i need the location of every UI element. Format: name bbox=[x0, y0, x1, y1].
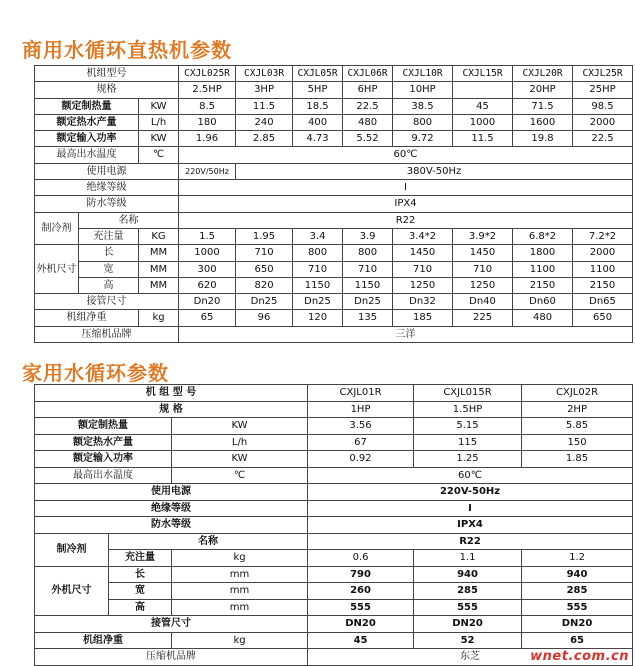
table-row bbox=[35, 484, 633, 501]
table-row bbox=[35, 326, 633, 342]
commercial-spec-table bbox=[34, 65, 633, 343]
value-cell: 120 bbox=[293, 310, 343, 326]
value-cell: 2.85 bbox=[236, 131, 293, 147]
model-cell: CXJL01R bbox=[308, 385, 414, 402]
table-row bbox=[35, 245, 633, 261]
unit-cell: MM bbox=[139, 277, 179, 293]
row-label: 名称 bbox=[109, 533, 308, 550]
row-label: 额定制热量 bbox=[35, 98, 139, 114]
model-cell: CXJL15R bbox=[453, 66, 513, 82]
value-cell: 1150 bbox=[293, 277, 343, 293]
row-label: 最高出水温度 bbox=[35, 147, 139, 163]
unit-cell: L/h bbox=[172, 434, 308, 451]
row-label: 长 bbox=[79, 245, 139, 261]
table-row bbox=[35, 180, 633, 196]
value-cell: 1.95 bbox=[236, 228, 293, 244]
spec-cell: 1HP bbox=[308, 401, 414, 418]
unit-cell: mm bbox=[172, 583, 308, 600]
household-title: 家用水循环参数 bbox=[22, 361, 169, 385]
value-cell: I bbox=[308, 500, 633, 517]
value-cell: 2000 bbox=[573, 114, 633, 130]
value-cell: Dn25 bbox=[293, 294, 343, 310]
row-label: 额定输入功率 bbox=[35, 131, 139, 147]
value-cell: 7.2*2 bbox=[573, 228, 633, 244]
unit-cell: mm bbox=[172, 599, 308, 616]
table-row bbox=[35, 467, 633, 484]
value-cell: 11.5 bbox=[236, 98, 293, 114]
row-label: 机 组 型 号 bbox=[35, 385, 308, 402]
value-cell: 710 bbox=[343, 261, 393, 277]
value-cell: 620 bbox=[179, 277, 236, 293]
value-cell: 480 bbox=[513, 310, 573, 326]
value-cell: R22 bbox=[308, 533, 633, 550]
value-cell: 3.9 bbox=[343, 228, 393, 244]
value-cell: 22.5 bbox=[573, 131, 633, 147]
row-label: 规 格 bbox=[35, 401, 308, 418]
table-row bbox=[35, 212, 633, 228]
value-cell: Dn40 bbox=[453, 294, 513, 310]
model-cell: CXJL20R bbox=[513, 66, 573, 82]
value-cell: DN20 bbox=[414, 616, 522, 633]
value-cell: 1.2 bbox=[522, 550, 633, 567]
value-cell: Dn32 bbox=[393, 294, 453, 310]
value-cell: 710 bbox=[393, 261, 453, 277]
household-spec-table bbox=[34, 384, 633, 666]
row-label: 防水等级 bbox=[35, 196, 179, 212]
value-cell: 555 bbox=[522, 599, 633, 616]
value-cell: 135 bbox=[343, 310, 393, 326]
value-cell: DN20 bbox=[308, 616, 414, 633]
value-cell: 180 bbox=[179, 114, 236, 130]
model-cell: CXJL03R bbox=[236, 66, 293, 82]
value-cell: 18.5 bbox=[293, 98, 343, 114]
row-label: 额定制热量 bbox=[35, 418, 172, 435]
value-cell: 8.5 bbox=[179, 98, 236, 114]
table-row bbox=[35, 401, 633, 418]
value-cell: 1100 bbox=[513, 261, 573, 277]
value-cell: 11.5 bbox=[453, 131, 513, 147]
value-cell: 150 bbox=[522, 434, 633, 451]
value-cell: 98.5 bbox=[573, 98, 633, 114]
value-cell: 285 bbox=[522, 583, 633, 600]
unit-cell: KW bbox=[172, 451, 308, 468]
model-cell: CXJL025R bbox=[179, 66, 236, 82]
value-cell: 60℃ bbox=[179, 147, 633, 163]
row-label: 宽 bbox=[109, 583, 172, 600]
watermark: wnet.com.cn bbox=[530, 649, 629, 664]
value-cell: 555 bbox=[308, 599, 414, 616]
table-row bbox=[35, 500, 633, 517]
value-cell: I bbox=[179, 180, 633, 196]
value-cell: 65 bbox=[179, 310, 236, 326]
table-row bbox=[35, 418, 633, 435]
value-cell: 1100 bbox=[573, 261, 633, 277]
value-cell: 940 bbox=[522, 566, 633, 583]
table-row bbox=[35, 632, 633, 649]
spec-cell: 5HP bbox=[293, 82, 343, 98]
value-cell: Dn25 bbox=[343, 294, 393, 310]
unit-cell: MM bbox=[139, 261, 179, 277]
value-cell: 0.92 bbox=[308, 451, 414, 468]
value-cell: 240 bbox=[236, 114, 293, 130]
value-cell: 555 bbox=[414, 599, 522, 616]
unit-cell: KW bbox=[139, 131, 179, 147]
model-cell: CXJL05R bbox=[293, 66, 343, 82]
value-cell: 800 bbox=[393, 114, 453, 130]
row-label: 规格 bbox=[35, 82, 179, 98]
value-cell: 5.85 bbox=[522, 418, 633, 435]
row-label: 充注量 bbox=[109, 550, 172, 567]
value-cell: 71.5 bbox=[513, 98, 573, 114]
value-cell: 2150 bbox=[513, 277, 573, 293]
spec-cell: 20HP bbox=[513, 82, 573, 98]
table-row bbox=[35, 385, 633, 402]
model-cell: CXJL02R bbox=[522, 385, 633, 402]
row-label: 额定输入功率 bbox=[35, 451, 172, 468]
value-cell: 710 bbox=[293, 261, 343, 277]
row-label: 绝缘等级 bbox=[35, 500, 308, 517]
table-row bbox=[35, 533, 633, 550]
table-row bbox=[35, 294, 633, 310]
value-cell: 1250 bbox=[393, 277, 453, 293]
value-cell: 96 bbox=[236, 310, 293, 326]
value-cell: 1.5 bbox=[179, 228, 236, 244]
table-row bbox=[35, 163, 633, 179]
value-cell: 710 bbox=[236, 245, 293, 261]
table-row bbox=[35, 566, 633, 583]
value-cell: Dn25 bbox=[236, 294, 293, 310]
value-cell: 220V/50Hz bbox=[179, 163, 236, 179]
table-row bbox=[35, 310, 633, 326]
spec-cell: 1.5HP bbox=[414, 401, 522, 418]
value-cell: 650 bbox=[236, 261, 293, 277]
model-cell: CXJL015R bbox=[414, 385, 522, 402]
unit-cell: KW bbox=[139, 98, 179, 114]
value-cell: 3.9*2 bbox=[453, 228, 513, 244]
value-cell: 220V-50Hz bbox=[308, 484, 633, 501]
spec-cell: 2HP bbox=[522, 401, 633, 418]
value-cell: 1000 bbox=[179, 245, 236, 261]
table-row bbox=[35, 583, 633, 600]
value-cell: 45 bbox=[453, 98, 513, 114]
unit-cell: mm bbox=[172, 566, 308, 583]
value-cell: 3.4 bbox=[293, 228, 343, 244]
row-label: 压缩机品牌 bbox=[35, 649, 308, 666]
value-cell: 1000 bbox=[453, 114, 513, 130]
row-label: 使用电源 bbox=[35, 484, 308, 501]
value-cell: 820 bbox=[236, 277, 293, 293]
value-cell: Dn60 bbox=[513, 294, 573, 310]
spec-cell: 6HP bbox=[343, 82, 393, 98]
value-cell: 东芝 bbox=[308, 649, 633, 666]
value-cell: 65 bbox=[522, 632, 633, 649]
value-cell: IPX4 bbox=[308, 517, 633, 534]
row-label: 机组净重 bbox=[35, 632, 172, 649]
value-cell: 6.8*2 bbox=[513, 228, 573, 244]
value-cell: Dn20 bbox=[179, 294, 236, 310]
row-label: 机组型号 bbox=[35, 66, 179, 82]
value-cell: R22 bbox=[179, 212, 633, 228]
row-label: 宽 bbox=[79, 261, 139, 277]
value-cell: 5.52 bbox=[343, 131, 393, 147]
value-cell: 115 bbox=[414, 434, 522, 451]
table-row bbox=[35, 517, 633, 534]
row-label: 充注量 bbox=[79, 228, 139, 244]
value-cell: 1250 bbox=[453, 277, 513, 293]
value-cell: 1.1 bbox=[414, 550, 522, 567]
row-label: 额定热水产量 bbox=[35, 114, 139, 130]
unit-cell: ℃ bbox=[172, 467, 308, 484]
table-row bbox=[35, 66, 633, 82]
value-cell: 650 bbox=[573, 310, 633, 326]
table-row bbox=[35, 131, 633, 147]
row-group-label: 制冷剂 bbox=[35, 533, 109, 566]
table-row bbox=[35, 98, 633, 114]
unit-cell: ℃ bbox=[139, 147, 179, 163]
row-label: 最高出水温度 bbox=[35, 467, 172, 484]
row-label: 防水等级 bbox=[35, 517, 308, 534]
value-cell: 2150 bbox=[573, 277, 633, 293]
table-row bbox=[35, 147, 633, 163]
value-cell: 3.4*2 bbox=[393, 228, 453, 244]
value-cell: 19.8 bbox=[513, 131, 573, 147]
unit-cell: kg bbox=[172, 550, 308, 567]
value-cell: 800 bbox=[343, 245, 393, 261]
row-label: 绝缘等级 bbox=[35, 180, 179, 196]
table-row bbox=[35, 82, 633, 98]
unit-cell: kg bbox=[139, 310, 179, 326]
table-row bbox=[35, 261, 633, 277]
value-cell: 4.73 bbox=[293, 131, 343, 147]
commercial-title: 商用水循环直热机参数 bbox=[22, 38, 232, 62]
spec-cell bbox=[453, 82, 513, 98]
value-cell: 790 bbox=[308, 566, 414, 583]
value-cell: 1150 bbox=[343, 277, 393, 293]
spec-cell: 25HP bbox=[573, 82, 633, 98]
table-row bbox=[35, 451, 633, 468]
value-cell: 300 bbox=[179, 261, 236, 277]
row-label: 使用电源 bbox=[35, 163, 179, 179]
row-label: 接管尺寸 bbox=[35, 294, 179, 310]
table-row bbox=[35, 599, 633, 616]
value-cell: Dn65 bbox=[573, 294, 633, 310]
unit-cell: MM bbox=[139, 245, 179, 261]
row-label: 接管尺寸 bbox=[35, 616, 308, 633]
table-row bbox=[35, 550, 633, 567]
table-row bbox=[35, 616, 633, 633]
value-cell: 67 bbox=[308, 434, 414, 451]
spec-cell: 2.5HP bbox=[179, 82, 236, 98]
value-cell: 三洋 bbox=[179, 326, 633, 342]
spec-cell: 10HP bbox=[393, 82, 453, 98]
value-cell: 38.5 bbox=[393, 98, 453, 114]
value-cell: 1.25 bbox=[414, 451, 522, 468]
value-cell: 3.56 bbox=[308, 418, 414, 435]
value-cell: 185 bbox=[393, 310, 453, 326]
unit-cell: KW bbox=[172, 418, 308, 435]
value-cell: 1.96 bbox=[179, 131, 236, 147]
value-cell: 0.6 bbox=[308, 550, 414, 567]
row-label: 名称 bbox=[79, 212, 179, 228]
row-label: 长 bbox=[109, 566, 172, 583]
value-cell: 480 bbox=[343, 114, 393, 130]
value-cell: 52 bbox=[414, 632, 522, 649]
value-cell: 380V-50Hz bbox=[236, 163, 633, 179]
row-label: 机组净重 bbox=[35, 310, 139, 326]
value-cell: 1450 bbox=[393, 245, 453, 261]
value-cell: 285 bbox=[414, 583, 522, 600]
value-cell: 9.72 bbox=[393, 131, 453, 147]
table-row bbox=[35, 196, 633, 212]
table-row bbox=[35, 114, 633, 130]
value-cell: 22.5 bbox=[343, 98, 393, 114]
table-row bbox=[35, 434, 633, 451]
value-cell: IPX4 bbox=[179, 196, 633, 212]
value-cell: 5.15 bbox=[414, 418, 522, 435]
table-row bbox=[35, 228, 633, 244]
value-cell: 1800 bbox=[513, 245, 573, 261]
row-group-label: 外机尺寸 bbox=[35, 566, 109, 616]
unit-cell: KG bbox=[139, 228, 179, 244]
model-cell: CXJL25R bbox=[573, 66, 633, 82]
value-cell: 60℃ bbox=[308, 467, 633, 484]
row-group-label: 外机尺寸 bbox=[35, 245, 79, 294]
value-cell: DN20 bbox=[522, 616, 633, 633]
row-label: 高 bbox=[79, 277, 139, 293]
model-cell: CXJL10R bbox=[393, 66, 453, 82]
row-group-label: 制冷剂 bbox=[35, 212, 79, 245]
value-cell: 940 bbox=[414, 566, 522, 583]
value-cell: 2000 bbox=[573, 245, 633, 261]
model-cell: CXJL06R bbox=[343, 66, 393, 82]
value-cell: 800 bbox=[293, 245, 343, 261]
spec-cell: 3HP bbox=[236, 82, 293, 98]
unit-cell: L/h bbox=[139, 114, 179, 130]
value-cell: 1.85 bbox=[522, 451, 633, 468]
value-cell: 710 bbox=[453, 261, 513, 277]
row-label: 压缩机品牌 bbox=[35, 326, 179, 342]
unit-cell: kg bbox=[172, 632, 308, 649]
value-cell: 260 bbox=[308, 583, 414, 600]
table-row bbox=[35, 277, 633, 293]
row-label: 高 bbox=[109, 599, 172, 616]
value-cell: 400 bbox=[293, 114, 343, 130]
value-cell: 225 bbox=[453, 310, 513, 326]
value-cell: 45 bbox=[308, 632, 414, 649]
value-cell: 1450 bbox=[453, 245, 513, 261]
value-cell: 1600 bbox=[513, 114, 573, 130]
row-label: 额定热水产量 bbox=[35, 434, 172, 451]
